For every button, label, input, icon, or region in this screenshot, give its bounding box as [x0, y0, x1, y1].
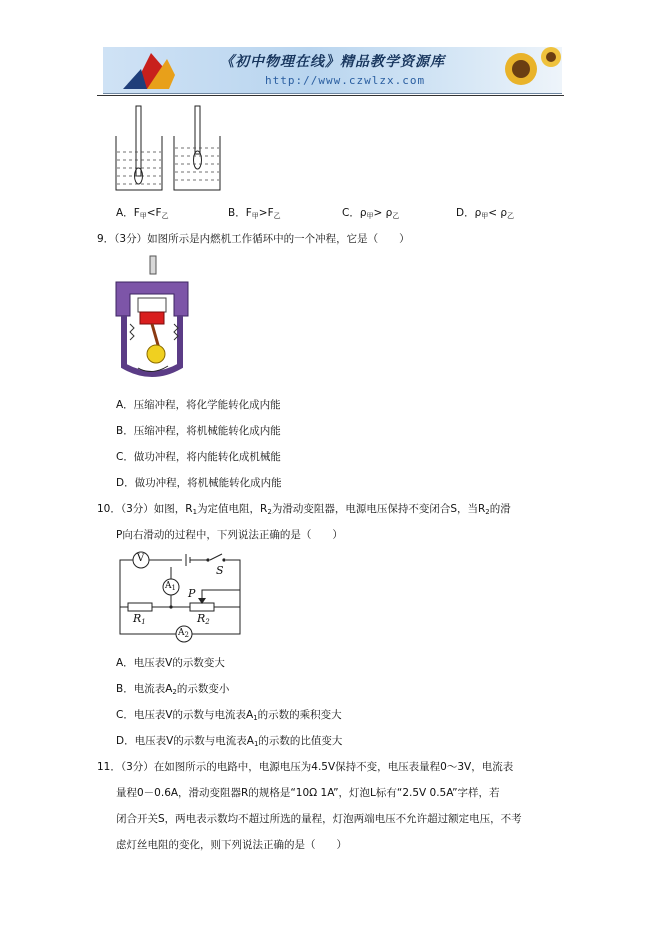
- q10-stem-line1: 10．（3分）如图，$R_1$为定值电阻，$R_2$为滑动变阻器，电源电压保持不变闭合S，当$R_2$的滑: [97, 503, 511, 516]
- crankshaft: [147, 345, 165, 363]
- combustion-chamber: [138, 298, 166, 312]
- header-banner: [103, 47, 562, 94]
- slider-wire: [202, 590, 240, 598]
- beakers-figure: [110, 104, 230, 196]
- circuit-label-r2: $R_2$: [197, 612, 210, 626]
- beaker-left: [116, 136, 162, 190]
- switch-contact-right: [222, 558, 225, 561]
- circuit-label-v: V: [137, 553, 145, 564]
- header-rule: [97, 95, 564, 96]
- q10-option-d: D．电压表V的示数与电流表$A_1$的示数的比值变大: [116, 735, 343, 748]
- q8-option-d: D．$\rho_甲< \rho_乙$: [456, 207, 515, 220]
- q10-option-c: C．电压表V的示数与电流表$A_1$的示数的乘积变大: [116, 709, 342, 722]
- resistor-r1: [128, 603, 152, 611]
- beaker-right: [174, 136, 220, 190]
- piston: [140, 312, 164, 324]
- q9-option-a: A．压缩冲程，将化学能转化成内能: [116, 399, 281, 411]
- engine-figure: [112, 254, 194, 382]
- q9-option-c: C．做功冲程，将内能转化成机械能: [116, 451, 281, 463]
- q9-option-b: B．压缩冲程，将机械能转化成内能: [116, 425, 281, 437]
- switch-blade: [210, 554, 222, 560]
- q10-option-b: B．电流表$A_2$的示数变小: [116, 683, 230, 696]
- circuit-label-r1: $R_1$: [133, 612, 146, 626]
- circuit-label-a2: $A_2$: [178, 628, 189, 639]
- q11-line-1: 11．（3分）在如图所示的电路中，电源电压为4.5V保持不变，电压表量程0～3V，电流表: [97, 761, 514, 773]
- banner-url: http://www.czwlzx.com: [265, 74, 426, 87]
- spark-plug: [150, 256, 156, 274]
- densimeter-left: [136, 106, 141, 176]
- densimeter-right: [195, 106, 200, 154]
- junction-node: [169, 605, 172, 608]
- circuit-label-p: P: [188, 587, 196, 600]
- q9-stem: 9．（3分）如图所示是内燃机工作循环中的一个冲程，它是（ ）: [97, 233, 410, 245]
- liquid-lines: [117, 148, 219, 184]
- q8-option-b: B．$F_甲>F_乙$: [228, 207, 281, 220]
- q11-line-4: 虑灯丝电阻的变化，则下列说法正确的是（ ）: [116, 839, 347, 851]
- sunflower-center-2: [546, 52, 556, 62]
- banner-title: 《初中物理在线》精品教学资源库: [220, 54, 445, 70]
- sunflower-center: [512, 60, 530, 78]
- wire-left: [120, 560, 176, 634]
- valve-spring-left: [130, 324, 134, 340]
- q10-stem-line2: P向右滑动的过程中，下列说法正确的是（ ）: [116, 529, 343, 541]
- q11-line-3: 闭合开关S，两电表示数均不超过所选的量程，灯泡两端电压不允许超过额定电压，不考: [116, 813, 522, 825]
- q8-option-a: A．$F_甲<F_乙$: [116, 207, 169, 220]
- q10-option-a: A．电压表V的示数变大: [116, 657, 225, 669]
- q8-option-c: C．$\rho_甲> \rho_乙$: [342, 207, 400, 220]
- resistor-r2: [190, 603, 214, 611]
- circuit-label-a1: $A_1$: [165, 581, 176, 592]
- switch-contact-left: [206, 558, 209, 561]
- q9-option-d: D．做功冲程，将机械能转化成内能: [116, 477, 282, 489]
- q11-line-2: 量程0－0.6A，滑动变阻器R的规格是“10Ω 1A”，灯泡L标有“2.5V 0.5A”字样，若: [116, 787, 500, 799]
- circuit-label-s: S: [216, 564, 224, 577]
